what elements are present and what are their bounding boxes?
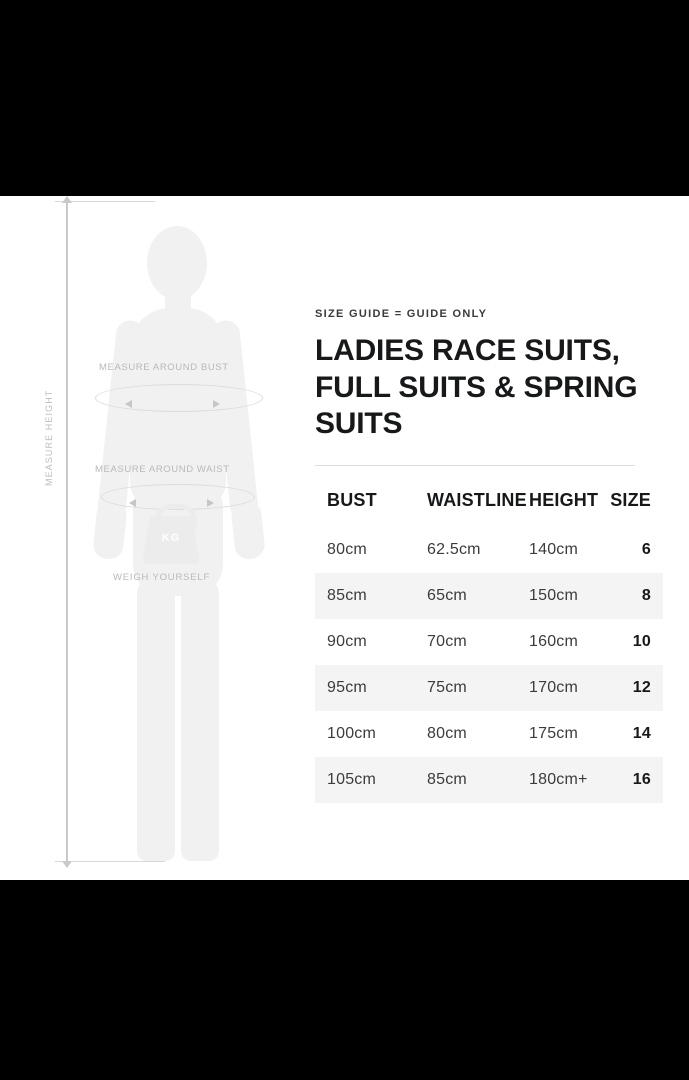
column-header-waistline: WAISTLINE [427, 489, 527, 510]
table-row [315, 757, 663, 803]
cell-height: 140cm [529, 540, 579, 558]
table-row [315, 619, 663, 665]
size-guide-content [315, 196, 655, 803]
column-header-bust: BUST [327, 489, 377, 510]
measure-bust-label: MEASURE AROUND BUST [99, 362, 229, 373]
cell-height: 175cm [529, 724, 579, 742]
table-row [315, 573, 663, 619]
cell-bust: 80cm [327, 540, 367, 558]
cell-waistline: 85cm [427, 770, 467, 788]
body-measurement-illustration [0, 196, 300, 880]
weigh-yourself-label: WEIGH YOURSELF [113, 572, 211, 583]
cell-size: 14 [632, 724, 651, 742]
column-header-size: SIZE [610, 489, 651, 510]
body-silhouette [85, 216, 290, 861]
cell-bust: 105cm [327, 770, 377, 788]
waist-arrow-left-icon [129, 499, 136, 507]
bust-measure-ring-icon [95, 384, 263, 412]
cell-waistline: 65cm [427, 586, 467, 604]
cell-waistline: 70cm [427, 632, 467, 650]
table-header-row [315, 476, 663, 527]
silhouette-left-hand [92, 500, 128, 561]
silhouette-left-leg [137, 576, 175, 861]
cell-size: 12 [632, 678, 651, 696]
title-divider [315, 465, 635, 466]
measure-waist-label: MEASURE AROUND WAIST [95, 464, 230, 475]
cell-waistline: 80cm [427, 724, 467, 742]
cell-size: 6 [641, 540, 651, 558]
size-guide-card [0, 196, 689, 880]
cell-height: 170cm [529, 678, 579, 696]
silhouette-right-leg [181, 576, 219, 861]
size-table [315, 476, 663, 803]
cell-waistline: 75cm [427, 678, 467, 696]
table-row [315, 665, 663, 711]
table-row [315, 527, 663, 573]
silhouette-right-hand [230, 500, 266, 561]
weight-unit-label: KG [161, 532, 181, 544]
bust-arrow-left-icon [125, 400, 132, 408]
bust-arrow-right-icon [213, 400, 220, 408]
cell-size: 16 [632, 770, 651, 788]
cell-height: 160cm [529, 632, 579, 650]
cell-height: 150cm [529, 586, 579, 604]
size-guide-eyebrow: SIZE GUIDE = GUIDE ONLY [315, 308, 488, 320]
cell-bust: 90cm [327, 632, 367, 650]
cell-height: 180cm+ [529, 770, 588, 788]
measure-height-label: MEASURE HEIGHT [44, 389, 54, 486]
silhouette-head [147, 226, 207, 300]
cell-waistline: 62.5cm [427, 540, 481, 558]
cell-bust: 95cm [327, 678, 367, 696]
page-title: LADIES RACE SUITS, FULL SUITS & SPRING SUITS [315, 334, 638, 441]
table-row [315, 711, 663, 757]
cell-bust: 85cm [327, 586, 367, 604]
cell-bust: 100cm [327, 724, 377, 742]
waist-arrow-right-icon [207, 499, 214, 507]
column-header-height: HEIGHT [529, 489, 599, 510]
cell-size: 10 [632, 632, 651, 650]
height-arrow-icon [66, 202, 68, 862]
cell-size: 8 [641, 586, 651, 604]
